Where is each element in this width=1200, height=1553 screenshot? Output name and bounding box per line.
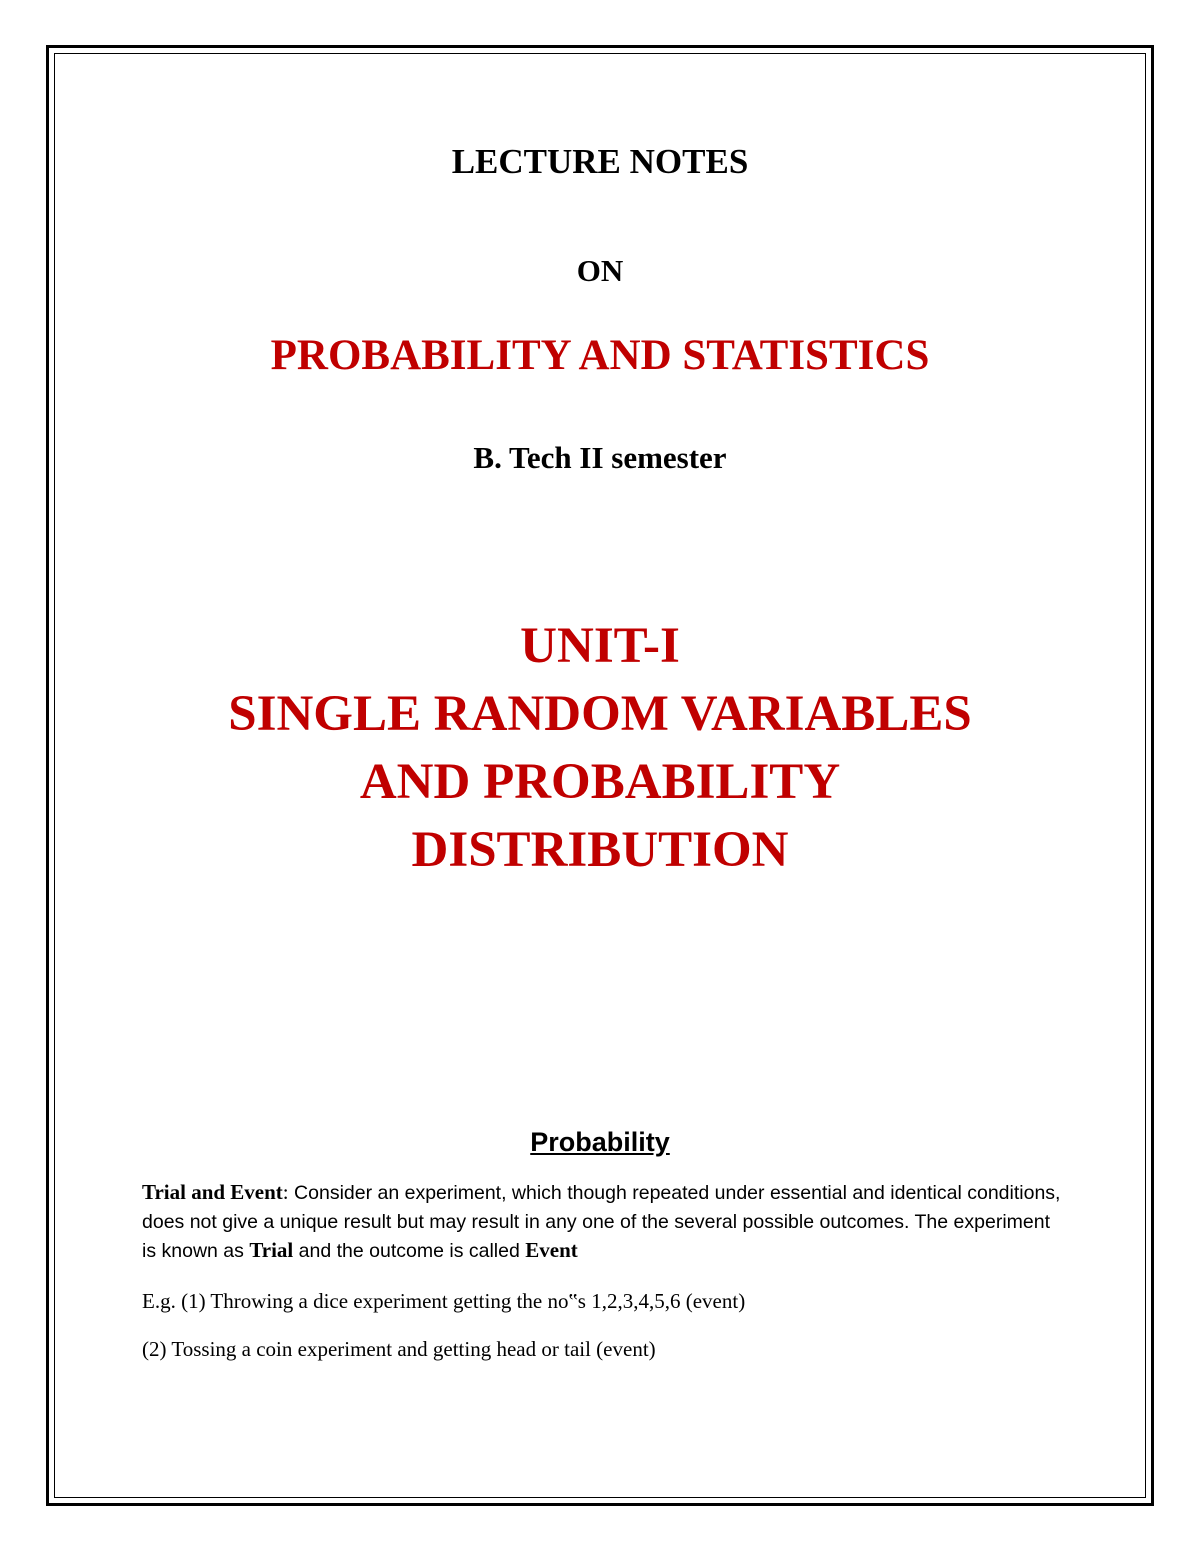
example-2: (2) Tossing a coin experiment and getting head or tail (event)	[142, 1337, 656, 1361]
definition-text-a: Consider an experiment, which though repeated under essential and identical conditions, does not give a unique result but may result in any one of the several possible outcomes. The experiment is known as	[142, 1182, 1061, 1262]
title-on: ON	[576, 253, 624, 288]
event-term: Event	[525, 1238, 578, 1262]
title-lecture-notes: LECTURE NOTES	[451, 142, 749, 181]
definition-text-b: and the outcome is called	[293, 1240, 526, 1262]
subject-title: PROBABILITY AND STATISTICS	[270, 332, 930, 379]
semester-label: B. Tech II semester	[473, 440, 727, 475]
trial-term: Trial	[249, 1238, 294, 1262]
section-heading: Probability	[530, 1127, 670, 1157]
unit-title-block	[0, 612, 1200, 884]
definition-paragraph	[142, 1178, 1062, 1265]
unit-number: UNIT-I	[520, 618, 680, 674]
example-1: E.g. (1) Throwing a dice experiment getting the no‟s 1,2,3,4,5,6 (event)	[142, 1289, 746, 1313]
unit-title-line-1: SINGLE RANDOM VARIABLES	[228, 686, 972, 742]
definition-term: Trial and Event	[142, 1180, 283, 1204]
definition-colon: :	[282, 1180, 289, 1204]
unit-title-line-3: DISTRIBUTION	[411, 822, 789, 878]
unit-title-line-2: AND PROBABILITY	[359, 754, 841, 810]
